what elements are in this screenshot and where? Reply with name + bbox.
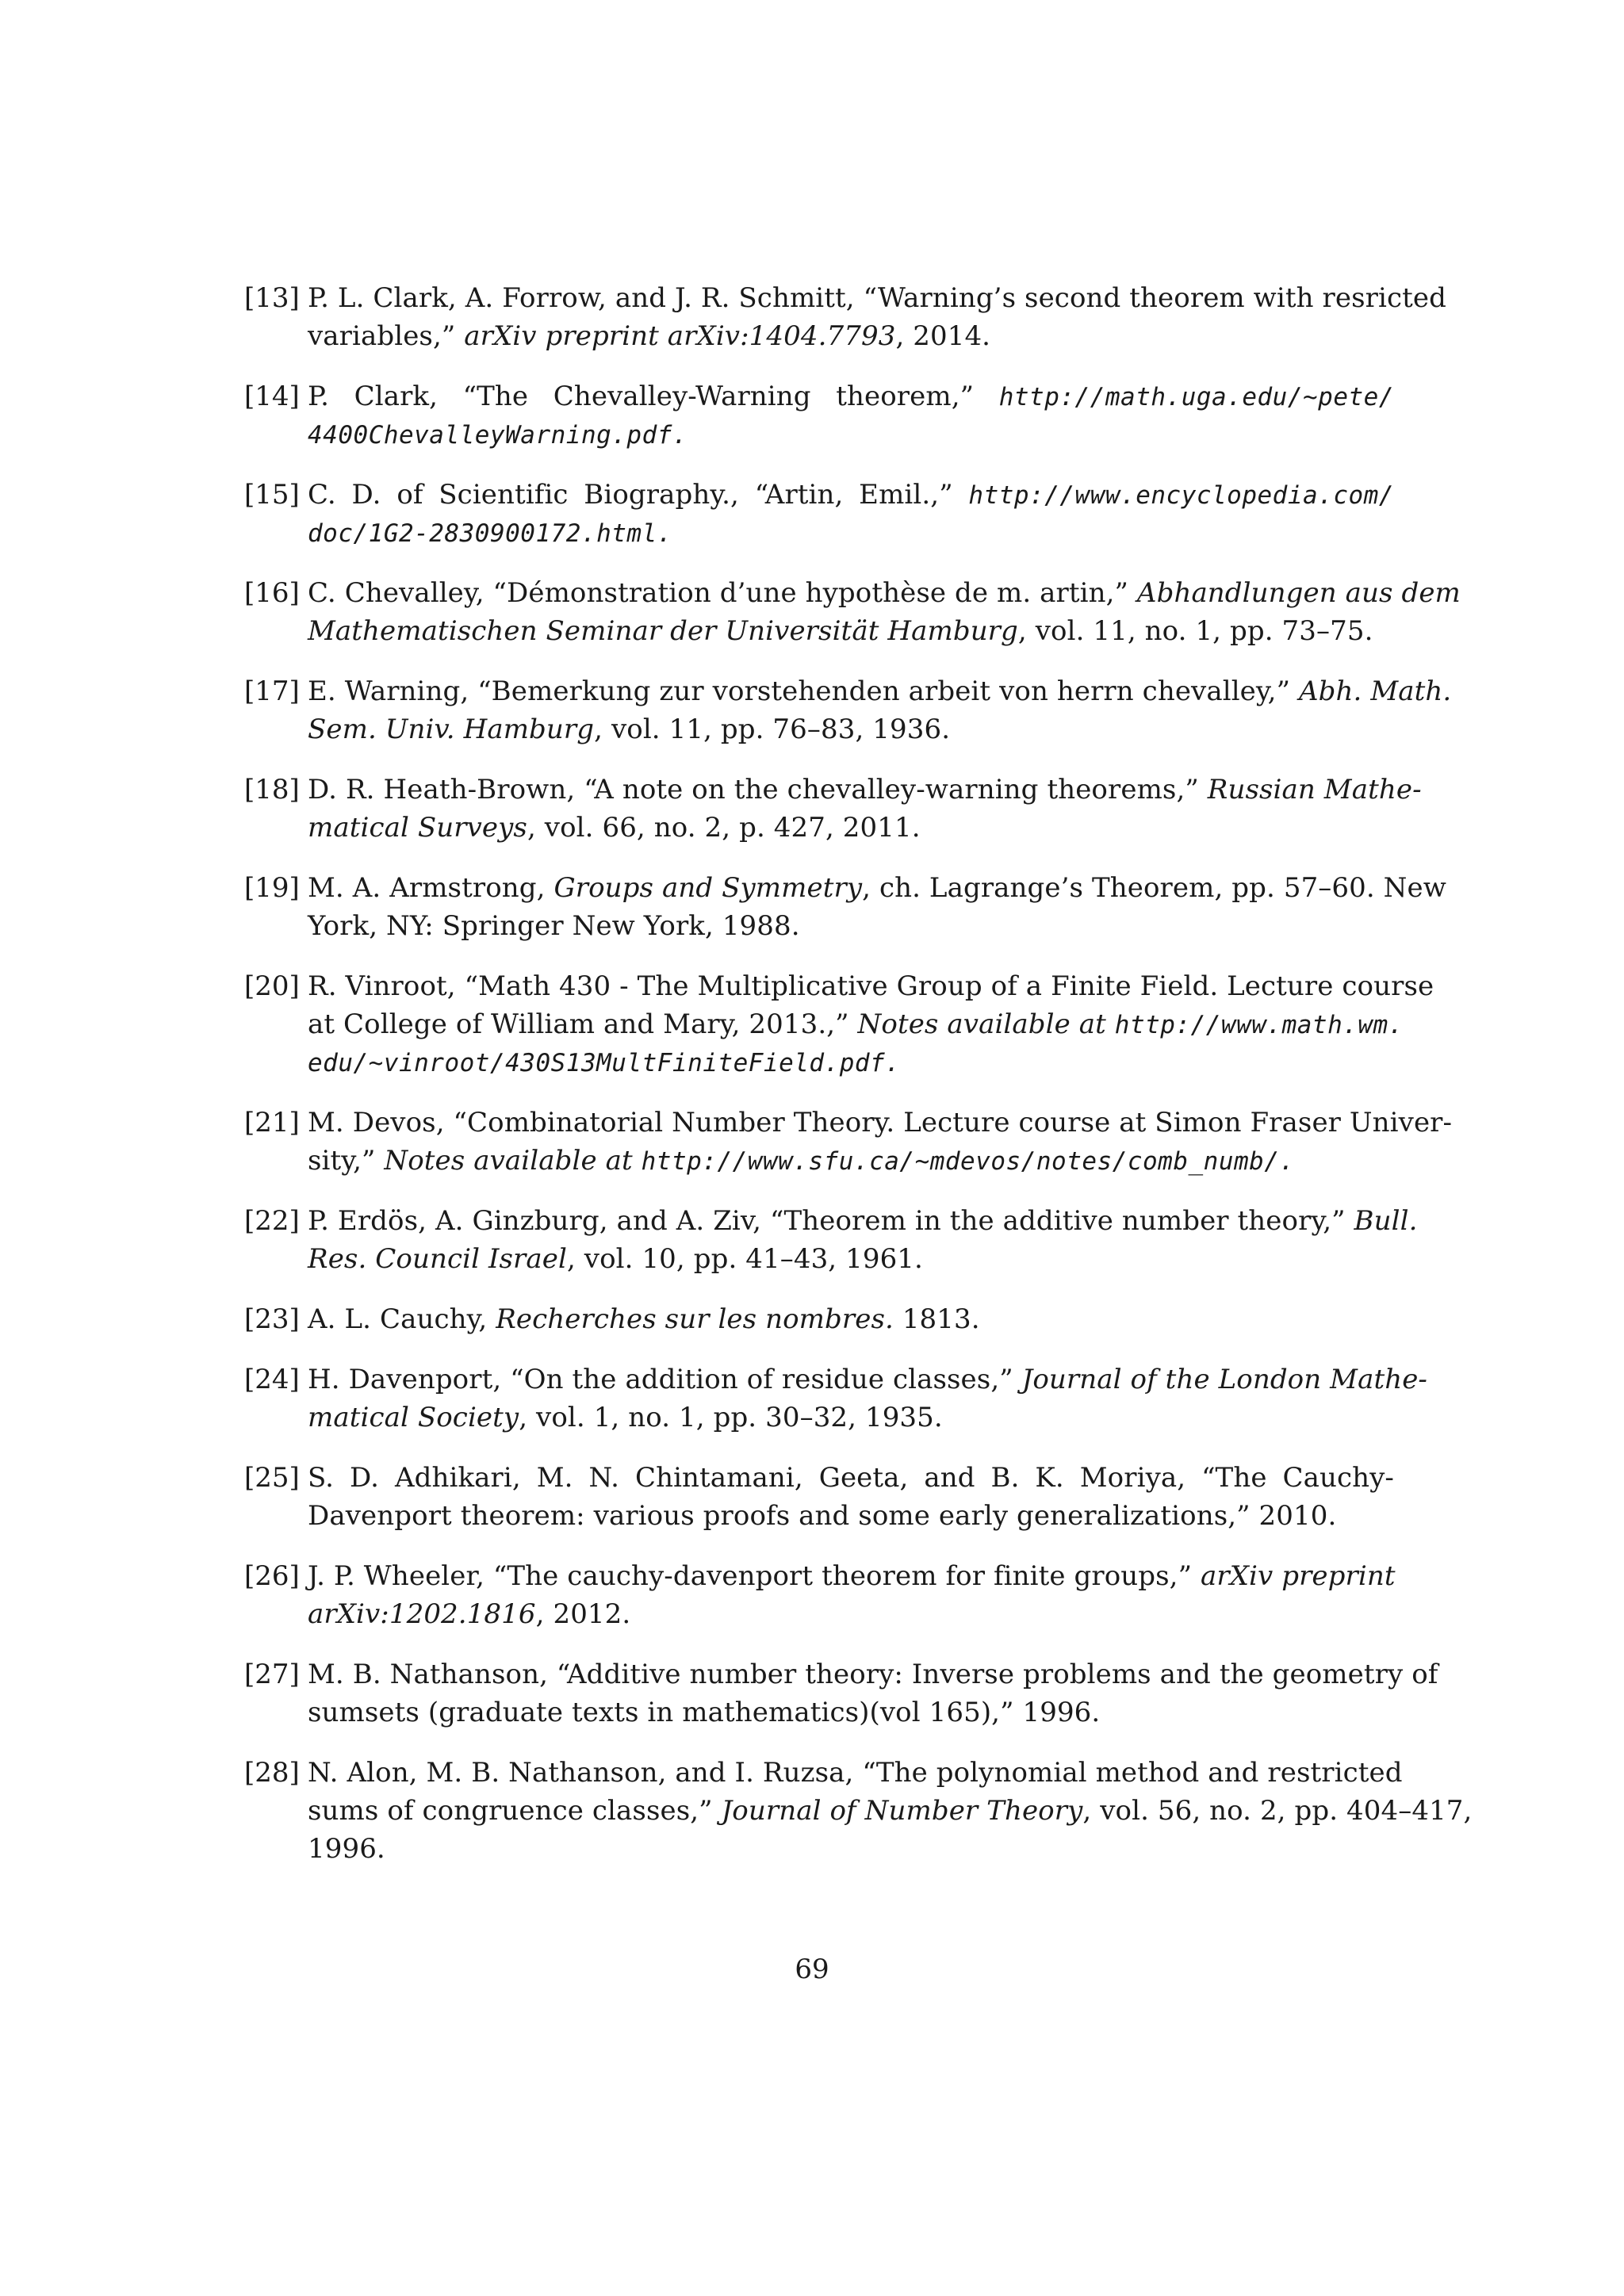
reference-label: [27] <box>244 1659 300 1690</box>
reference-text-line: N. Alon, M. B. Nathanson, and I. Ruzsa, “The polynomial method and restricted <box>308 1757 1403 1789</box>
reference-label: [26] <box>244 1560 300 1592</box>
reference-url[interactable]: http://math.uga.edu/~pete/ <box>998 383 1394 411</box>
reference-text-line: York, NY: Springer New York, 1988. <box>308 910 800 942</box>
reference-label: [17] <box>244 675 300 707</box>
journal-title: arXiv:1202.1816 <box>308 1598 536 1630</box>
reference-label: [21] <box>244 1107 300 1138</box>
reference-text-line: A. L. Cauchy, Recherches sur les nombres. 1813. <box>308 1303 980 1335</box>
journal-title: Sem. Univ. Hamburg <box>308 714 595 745</box>
book-title: Groups and Symmetry <box>553 872 863 904</box>
journal-title: Russian Mathe- <box>1207 774 1422 806</box>
journal-title: Bull. <box>1354 1205 1418 1237</box>
reference-label: [16] <box>244 577 300 609</box>
journal-title: arXiv preprint <box>1200 1560 1396 1592</box>
reference-label: [14] <box>244 381 300 412</box>
reference-label: [23] <box>244 1303 300 1335</box>
reference-label: [13] <box>244 282 300 314</box>
reference-text-line: matical Surveys, vol. 66, no. 2, p. 427, 2011. <box>308 812 921 844</box>
reference-url[interactable]: 4400ChevalleyWarning.pdf <box>308 421 672 450</box>
reference-text-line: P. Erdös, A. Ginzburg, and A. Ziv, “Theorem in the additive number theory,” Bull. <box>308 1205 1418 1237</box>
reference-text-line: M. Devos, “Combinatorial Number Theory. Lecture course at Simon Fraser Univer- <box>308 1107 1453 1138</box>
journal-title: arXiv preprint arXiv:1404.7793 <box>464 320 896 352</box>
reference-text-line: arXiv:1202.1816, 2012. <box>308 1598 631 1630</box>
reference-label: [24] <box>244 1364 300 1395</box>
reference-text-line: at College of William and Mary, 2013.,” Notes available at http://www.math.wm. <box>308 1008 1404 1040</box>
reference-text-line: S. D. Adhikari, M. N. Chintamani, Geeta, and B. K. Moriya, “The Cauchy- <box>308 1462 1394 1494</box>
reference-text-line: P. L. Clark, A. Forrow, and J. R. Schmitt, “Warning’s second theorem with resricted <box>308 282 1446 314</box>
journal-title: Journal of Number Theory <box>721 1795 1083 1827</box>
reference-text-line: P. Clark, “The Chevalley-Warning theorem,” http://math.uga.edu/~pete/ <box>308 381 1394 412</box>
reference-text-line: edu/~vinroot/430S13MultFiniteField.pdf. <box>308 1049 901 1077</box>
reference-text-line: variables,” arXiv preprint arXiv:1404.7793, 2014. <box>308 320 991 352</box>
reference-text-line: Davenport theorem: various proofs and some early generalizations,” 2010. <box>308 1500 1337 1532</box>
reference-text-line: M. A. Armstrong, Groups and Symmetry, ch. Lagrange’s Theorem, pp. 57–60. New <box>308 872 1446 904</box>
reference-label: [22] <box>244 1205 300 1237</box>
page-number: 69 <box>795 1954 829 1985</box>
reference-text-line: matical Society, vol. 1, no. 1, pp. 30–32, 1935. <box>308 1402 943 1433</box>
journal-title: Journal of the London Mathe- <box>1021 1364 1428 1395</box>
reference-text-line: Mathematischen Seminar der Universität Hamburg, vol. 11, no. 1, pp. 73–75. <box>308 615 1373 647</box>
journal-title: Res. Council Israel <box>308 1243 567 1275</box>
reference-label: [20] <box>244 970 300 1002</box>
reference-text-line: R. Vinroot, “Math 430 - The Multiplicative Group of a Finite Field. Lecture course <box>308 970 1434 1002</box>
reference-text-line: sity,” Notes available at http://www.sfu.ca/~mdevos/notes/comb_numb/. <box>308 1145 1295 1177</box>
reference-text-line: D. R. Heath-Brown, “A note on the chevalley-warning theorems,” Russian Mathe- <box>308 774 1422 806</box>
journal-title: Mathematischen Seminar der Universität Hamburg <box>308 615 1018 647</box>
journal-title: Abh. Math. <box>1298 675 1452 707</box>
reference-text-line: 1996. <box>308 1833 385 1865</box>
reference-text-line: C. D. of Scientific Biography., “Artin, Emil.,” http://www.encyclopedia.com/ <box>308 479 1394 511</box>
reference-text-line: E. Warning, “Bemerkung zur vorstehenden arbeit von herrn chevalley,” Abh. Math. <box>308 675 1452 707</box>
reference-url[interactable]: doc/1G2-2830900172.html <box>308 519 657 548</box>
reference-label: [19] <box>244 872 300 904</box>
reference-label: [25] <box>244 1462 300 1494</box>
reference-url[interactable]: edu/~vinroot/430S13MultFiniteField.pdf <box>308 1049 886 1077</box>
reference-text-line: Res. Council Israel, vol. 10, pp. 41–43, 1961. <box>308 1243 923 1275</box>
reference-text-line: sumsets (graduate texts in mathematics)(vol 165),” 1996. <box>308 1697 1101 1728</box>
reference-label: [18] <box>244 774 300 806</box>
reference-text-line: J. P. Wheeler, “The cauchy-davenport theorem for finite groups,” arXiv preprint <box>308 1560 1396 1592</box>
reference-text-line: doc/1G2-2830900172.html. <box>308 519 672 548</box>
reference-text-line: Sem. Univ. Hamburg, vol. 11, pp. 76–83, 1936. <box>308 714 951 745</box>
book-title: Recherches sur les nombres. <box>496 1303 894 1335</box>
reference-url[interactable]: http://www.math.wm. <box>1114 1011 1404 1039</box>
reference-url[interactable]: http://www.encyclopedia.com/ <box>968 481 1394 510</box>
reference-text-line: M. B. Nathanson, “Additive number theory: Inverse problems and the geometry of <box>308 1659 1438 1690</box>
reference-text-line: 4400ChevalleyWarning.pdf. <box>308 421 688 450</box>
journal-title: Abhandlungen aus dem <box>1136 577 1461 609</box>
journal-title: matical Surveys <box>308 812 527 844</box>
reference-label: [28] <box>244 1757 300 1789</box>
reference-url[interactable]: http://www.sfu.ca/~mdevos/notes/comb_numb/ <box>641 1147 1280 1176</box>
journal-title: matical Society <box>308 1402 519 1433</box>
reference-label: [15] <box>244 479 300 511</box>
reference-text-line: C. Chevalley, “Démonstration d’une hypothèse de m. artin,” Abhandlungen aus dem <box>308 577 1461 609</box>
reference-text-line: H. Davenport, “On the addition of residue classes,” Journal of the London Mathe- <box>308 1364 1428 1395</box>
reference-text-line: sums of congruence classes,” Journal of Number Theory, vol. 56, no. 2, pp. 404–417, <box>308 1795 1473 1827</box>
